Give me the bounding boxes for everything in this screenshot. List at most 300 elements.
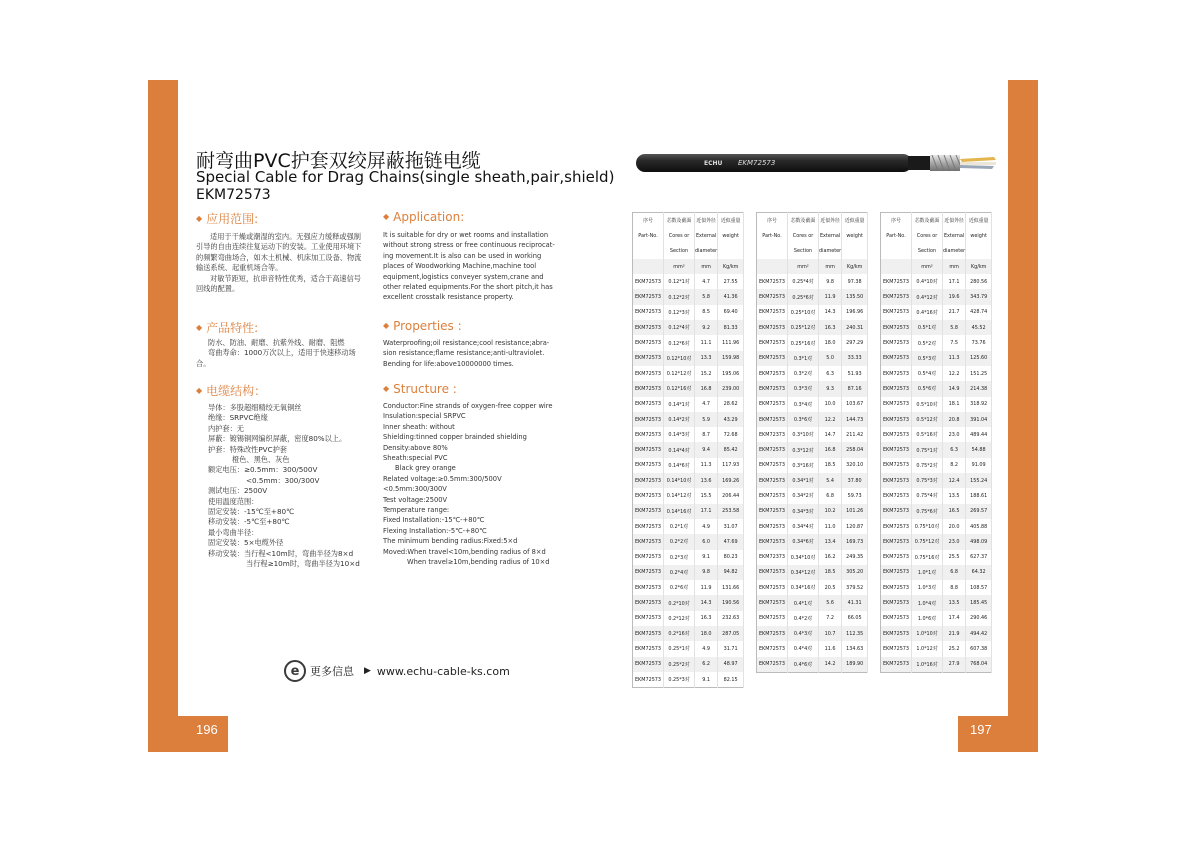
- table-cell: 0.34*3对: [788, 504, 819, 519]
- table-cell: EKM72573: [881, 611, 912, 626]
- table-row: [881, 595, 992, 610]
- en-properties-body: Waterproofing;oil resistance;cool resistance;abra- sion resistance;flame resistance;anti-ultraviolet. Bending for life:above10000000 times.: [383, 339, 550, 368]
- table-row: [633, 672, 744, 688]
- table-cell: EKM72573: [633, 305, 664, 320]
- table-row: [633, 397, 744, 412]
- table-header-cell: mm²: [664, 259, 695, 274]
- table-cell: 64.32: [966, 565, 992, 580]
- table-cell: EKM72573: [757, 351, 788, 366]
- table-header-cell: 近似外径: [819, 213, 842, 229]
- table-cell: 135.50: [842, 289, 868, 304]
- table-header-cell: Part-No.: [881, 228, 912, 243]
- table-cell: EKM72573: [633, 412, 664, 427]
- table-cell: 0.5*3对: [912, 351, 943, 366]
- table-cell: 23.0: [943, 534, 966, 549]
- table-row: [881, 611, 992, 626]
- table-cell: 20.0: [943, 519, 966, 534]
- table-cell: 0.2*16对: [664, 626, 695, 641]
- table-cell: EKM72573: [881, 351, 912, 366]
- table-cell: 0.3*12对: [788, 442, 819, 457]
- table-cell: EKM72573: [757, 473, 788, 488]
- table-cell: EKM72573: [881, 534, 912, 549]
- table-cell: 196.96: [842, 305, 868, 320]
- table-cell: 14.3: [695, 595, 718, 610]
- table-cell: 0.75*4对: [912, 488, 943, 503]
- table-row: [881, 626, 992, 641]
- table-cell: 305.20: [842, 565, 868, 580]
- table-cell: 169.26: [718, 473, 744, 488]
- table-cell: 239.00: [718, 381, 744, 396]
- table-cell: 0.14*2对: [664, 412, 695, 427]
- table-cell: 0.3*6对: [788, 412, 819, 427]
- table-row: [757, 351, 868, 366]
- table-cell: 391.04: [966, 412, 992, 427]
- table-row: [881, 412, 992, 427]
- table-cell: 20.5: [819, 580, 842, 595]
- table-cell: 155.24: [966, 473, 992, 488]
- table-cell: 1.0*12对: [912, 641, 943, 656]
- table-cell: 16.8: [695, 381, 718, 396]
- table-cell: 1.0*1对: [912, 565, 943, 580]
- table-cell: 54.88: [966, 442, 992, 457]
- table-row: [633, 580, 744, 595]
- diamond-icon: ◆: [383, 212, 390, 221]
- table-cell: 0.3*2对: [788, 366, 819, 381]
- table-cell: 0.4*2对: [788, 611, 819, 626]
- table-cell: 0.12*16对: [664, 381, 695, 396]
- table-cell: 0.25*16对: [788, 335, 819, 350]
- table-cell: EKM72573: [633, 320, 664, 335]
- table-cell: 41.31: [842, 595, 868, 610]
- table-cell: 0.75*16对: [912, 550, 943, 565]
- table-cell: EKM72573: [633, 458, 664, 473]
- table-cell: 0.34*1对: [788, 473, 819, 488]
- table-header-cell: mm²: [912, 259, 943, 274]
- table-cell: 1.0*3对: [912, 580, 943, 595]
- table-cell: EKM72573: [633, 335, 664, 350]
- page-number-right: 197: [970, 722, 992, 737]
- table-header-cell: Section: [912, 244, 943, 259]
- table-cell: 607.38: [966, 641, 992, 656]
- title-en: Special Cable for Drag Chains(single sheath,pair,shield): [196, 168, 615, 186]
- cn-application-body: 适用于干燥或潮湿的室内。无强应力缓释或强制 引导的自由连续往复运动下的安装。工业使用环境下 的频繁弯曲场合，如木土机械、机床加工设备、物流 输送系统、起重机场合等。 对敏节距短，抗串音特性优秀，适合于高速信号 回线的配置。: [196, 232, 362, 294]
- table-header-cell: 近似外径: [695, 213, 718, 229]
- table-cell: 4.9: [695, 519, 718, 534]
- table-cell: 73.76: [966, 335, 992, 350]
- table-row: [633, 274, 744, 289]
- table-cell: 37.80: [842, 473, 868, 488]
- table-row: [757, 289, 868, 304]
- table-cell: 72.68: [718, 427, 744, 442]
- table-cell: 8.8: [943, 580, 966, 595]
- more-info[interactable]: [284, 660, 510, 682]
- table-cell: EKM72573: [881, 412, 912, 427]
- table-cell: 249.35: [842, 550, 868, 565]
- table-cell: EKM72573: [881, 274, 912, 289]
- table-header-row: [757, 213, 868, 229]
- table-cell: 11.3: [695, 458, 718, 473]
- table-cell: 18.5: [819, 458, 842, 473]
- table-cell: 0.25*6对: [788, 289, 819, 304]
- table-cell: 0.3*16对: [788, 458, 819, 473]
- table-cell: 0.34*12对: [788, 565, 819, 580]
- table-header-row: [633, 259, 744, 274]
- table-cell: 0.75*10对: [912, 519, 943, 534]
- table-cell: 47.69: [718, 534, 744, 549]
- table-cell: 16.3: [695, 611, 718, 626]
- table-cell: 0.5*2对: [912, 335, 943, 350]
- table-row: [633, 473, 744, 488]
- table-cell: 117.93: [718, 458, 744, 473]
- table-header-row: [881, 213, 992, 229]
- table-cell: 6.0: [695, 534, 718, 549]
- table-cell: EKM72573: [881, 595, 912, 610]
- table-header-cell: Part-No.: [633, 228, 664, 243]
- table-cell: 0.14*3对: [664, 427, 695, 442]
- table-cell: 297.29: [842, 335, 868, 350]
- table-cell: 6.8: [819, 488, 842, 503]
- table-row: [633, 657, 744, 672]
- table-header-cell: 序号: [633, 213, 664, 229]
- table-cell: 18.5: [819, 565, 842, 580]
- table-cell: EKM72573: [881, 626, 912, 641]
- table-row: [881, 458, 992, 473]
- table-cell: EKM72573: [757, 335, 788, 350]
- table-cell: 15.2: [695, 366, 718, 381]
- table-row: [757, 366, 868, 381]
- table-cell: 13.3: [695, 351, 718, 366]
- en-structure-head: ◆ Structure :: [383, 382, 457, 396]
- table-cell: EKM72573: [881, 381, 912, 396]
- table-header-cell: Section: [664, 244, 695, 259]
- diamond-icon: ◆: [196, 214, 203, 223]
- table-cell: 69.40: [718, 305, 744, 320]
- table-cell: 85.42: [718, 442, 744, 457]
- table-cell: 0.12*3对: [664, 305, 695, 320]
- table-row: [757, 458, 868, 473]
- table-cell: 81.33: [718, 320, 744, 335]
- table-header-cell: Kg/km: [718, 259, 744, 274]
- table-cell: 0.4*4对: [788, 641, 819, 656]
- table-cell: EKM72573: [757, 366, 788, 381]
- table-cell: EKM72573: [757, 641, 788, 656]
- table-cell: EKM72573: [633, 442, 664, 457]
- table-cell: 19.6: [943, 289, 966, 304]
- table-cell: 4.7: [695, 397, 718, 412]
- table-cell: EKM72573: [881, 335, 912, 350]
- table-row: [881, 641, 992, 656]
- table-cell: 0.2*2对: [664, 534, 695, 549]
- table-row: [757, 550, 868, 565]
- table-cell: 0.5*16对: [912, 427, 943, 442]
- table-row: [881, 320, 992, 335]
- cable-model: EKM72573: [738, 159, 776, 167]
- table-cell: 14.3: [819, 305, 842, 320]
- table-cell: 103.67: [842, 397, 868, 412]
- table-cell: EKM72573: [757, 442, 788, 457]
- table-row: [633, 366, 744, 381]
- table-cell: 269.57: [966, 504, 992, 519]
- table-row: [757, 488, 868, 503]
- table-cell: 131.66: [718, 580, 744, 595]
- table-cell: 258.04: [842, 442, 868, 457]
- table-cell: EKM72573: [633, 397, 664, 412]
- table-cell: 11.9: [695, 580, 718, 595]
- table-cell: 12.4: [943, 473, 966, 488]
- table-cell: 18.1: [943, 397, 966, 412]
- table-row: [757, 519, 868, 534]
- table-cell: 87.16: [842, 381, 868, 396]
- table-cell: 1.0*16对: [912, 657, 943, 673]
- table-cell: 253.58: [718, 504, 744, 519]
- table-cell: 405.88: [966, 519, 992, 534]
- table-header-cell: Section: [788, 244, 819, 259]
- table-cell: 320.10: [842, 458, 868, 473]
- table-row: [757, 320, 868, 335]
- table-row: [881, 442, 992, 457]
- table-header-cell: [633, 259, 664, 274]
- table-cell: EKM72573: [881, 657, 912, 673]
- table-header-row: [757, 228, 868, 243]
- table-cell: EKM72573: [633, 289, 664, 304]
- table-cell: 125.60: [966, 351, 992, 366]
- table-cell: EKM72573: [633, 672, 664, 688]
- table-row: [881, 335, 992, 350]
- table-row: [881, 657, 992, 673]
- table-cell: 25.5: [943, 550, 966, 565]
- table-cell: 1.0*4对: [912, 595, 943, 610]
- table-cell: EKM72573: [633, 504, 664, 519]
- table-cell: 13.5: [943, 595, 966, 610]
- table-cell: 111.96: [718, 335, 744, 350]
- table-cell: 343.79: [966, 289, 992, 304]
- table-cell: EKM72573: [757, 504, 788, 519]
- table-cell: 0.5*6对: [912, 381, 943, 396]
- table-header-cell: diameter: [695, 244, 718, 259]
- table-cell: 5.4: [819, 473, 842, 488]
- table-row: [633, 320, 744, 335]
- table-cell: EKM72573: [633, 565, 664, 580]
- table-header-cell: mm²: [788, 259, 819, 274]
- table-cell: 0.34*10对: [788, 550, 819, 565]
- table-cell: EKM72573: [881, 641, 912, 656]
- table-cell: EKM72573: [757, 488, 788, 503]
- table-header-row: [633, 213, 744, 229]
- table-cell: 9.4: [695, 442, 718, 457]
- title-cn: 耐弯曲PVC护套双绞屏蔽拖链电缆: [196, 150, 481, 172]
- table-cell: 18.0: [819, 335, 842, 350]
- diamond-icon: ◆: [196, 386, 203, 395]
- table-row: [881, 351, 992, 366]
- table-cell: 94.82: [718, 565, 744, 580]
- table-cell: 428.74: [966, 305, 992, 320]
- table-cell: EKM72573: [881, 458, 912, 473]
- table-cell: 379.52: [842, 580, 868, 595]
- table-cell: 0.4*6对: [788, 657, 819, 673]
- table-cell: EKM72573: [757, 565, 788, 580]
- table-row: [881, 580, 992, 595]
- table-cell: 0.5*10对: [912, 397, 943, 412]
- table-cell: EKM72573: [757, 534, 788, 549]
- table-cell: EKM72573: [881, 504, 912, 519]
- table-cell: EKM72573: [757, 305, 788, 320]
- table-cell: 134.63: [842, 641, 868, 656]
- table-cell: 10.7: [819, 626, 842, 641]
- cn-application-head: ◆ 应用范围:: [196, 212, 259, 226]
- table-cell: 13.4: [819, 534, 842, 549]
- table-cell: 112.35: [842, 626, 868, 641]
- table-cell: EKM72573: [881, 320, 912, 335]
- table-row: [757, 397, 868, 412]
- table-cell: 120.87: [842, 519, 868, 534]
- table-header-cell: 近似重量: [718, 213, 744, 229]
- table-cell: 6.8: [943, 565, 966, 580]
- table-header-row: [881, 244, 992, 259]
- table-header-cell: mm: [943, 259, 966, 274]
- table-cell: EKM72573: [633, 641, 664, 656]
- table-cell: 0.34*2对: [788, 488, 819, 503]
- table-cell: EKM72573: [633, 580, 664, 595]
- spec-table-1: [632, 212, 744, 688]
- table-cell: 48.97: [718, 657, 744, 672]
- table-cell: 159.98: [718, 351, 744, 366]
- table-cell: 768.04: [966, 657, 992, 673]
- spec-table-2: [756, 212, 868, 673]
- diamond-icon: ◆: [383, 321, 390, 330]
- table-row: [633, 595, 744, 610]
- table-cell: 0.25*3对: [664, 672, 695, 688]
- table-cell: 0.4*16对: [912, 305, 943, 320]
- table-cell: 59.73: [842, 488, 868, 503]
- table-cell: 10.0: [819, 397, 842, 412]
- table-row: [757, 504, 868, 519]
- table-cell: 0.34*4对: [788, 519, 819, 534]
- table-cell: 41.36: [718, 289, 744, 304]
- table-row: [633, 335, 744, 350]
- table-header-cell: weight: [842, 228, 868, 243]
- table-cell: 45.52: [966, 320, 992, 335]
- table-cell: EKM72573: [633, 274, 664, 289]
- table-cell: 25.2: [943, 641, 966, 656]
- table-cell: 5.8: [695, 289, 718, 304]
- table-cell: 0.25*10对: [788, 305, 819, 320]
- table-cell: 15.5: [695, 488, 718, 503]
- table-cell: 0.12*6对: [664, 335, 695, 350]
- table-cell: 5.6: [819, 595, 842, 610]
- table-cell: 0.75*2对: [912, 458, 943, 473]
- table-cell: EKM72573: [881, 305, 912, 320]
- table-cell: EKM72573: [633, 488, 664, 503]
- table-cell: EKM72573: [757, 519, 788, 534]
- table-cell: EKM72573: [881, 289, 912, 304]
- table-row: [757, 657, 868, 673]
- table-cell: EKM72573: [633, 427, 664, 442]
- table-header-row: [633, 244, 744, 259]
- table-cell: 5.9: [695, 412, 718, 427]
- table-cell: 23.0: [943, 427, 966, 442]
- table-cell: 0.2*6对: [664, 580, 695, 595]
- table-row: [881, 381, 992, 396]
- table-cell: 27.55: [718, 274, 744, 289]
- table-cell: 0.14*4对: [664, 442, 695, 457]
- table-header-cell: [633, 244, 664, 259]
- table-row: [633, 289, 744, 304]
- table-header-cell: Kg/km: [842, 259, 868, 274]
- table-cell: 318.92: [966, 397, 992, 412]
- table-cell: 188.61: [966, 488, 992, 503]
- table-header-cell: 近似外径: [943, 213, 966, 229]
- table-row: [757, 595, 868, 610]
- table-cell: EKM72573: [633, 381, 664, 396]
- left-page-bar: [148, 80, 178, 752]
- table-row: [633, 565, 744, 580]
- table-cell: 1.0*6对: [912, 611, 943, 626]
- table-header-row: [757, 259, 868, 274]
- table-cell: 9.2: [695, 320, 718, 335]
- table-cell: 0.2*1对: [664, 519, 695, 534]
- table-header-cell: [718, 244, 744, 259]
- table-cell: 17.1: [943, 274, 966, 289]
- table-cell: 214.38: [966, 381, 992, 396]
- table-header-cell: diameter: [819, 244, 842, 259]
- table-header-cell: 近似重量: [842, 213, 868, 229]
- table-cell: 51.93: [842, 366, 868, 381]
- diamond-icon: ◆: [383, 384, 390, 393]
- table-cell: 0.3*10对: [788, 427, 819, 442]
- table-cell: 27.9: [943, 657, 966, 673]
- table-cell: EKM72573: [633, 351, 664, 366]
- table-cell: 0.25*1对: [664, 641, 695, 656]
- table-header-cell: diameter: [943, 244, 966, 259]
- en-structure-body: Conductor:Fine strands of oxygen-free copper wire Insulation:special SRPVC Inner sheath: without Shielding:tinned copper brainded shielding Density:above 80% Sheath:special PVC Black grey orange Related voltage:≥0.5mm:300/500V <0.5mm:300/300V Test voltage:2500V Temperature range: Fixed Installation:-15℃-+80℃ Flexing Installation:-5℃-+80℃ The minimum bending radius:Fixed:5×d Moved:When travel<10m,bending radius of 8×d When travel≥10m,bending radius of 10×d: [383, 402, 553, 567]
- table-cell: 11.9: [819, 289, 842, 304]
- table-cell: 489.44: [966, 427, 992, 442]
- table-cell: 494.42: [966, 626, 992, 641]
- table-header-row: [633, 228, 744, 243]
- table-row: [757, 626, 868, 641]
- table-cell: 66.05: [842, 611, 868, 626]
- cable-image: [632, 152, 1000, 174]
- table-cell: 9.8: [819, 274, 842, 289]
- table-row: [881, 488, 992, 503]
- table-cell: 11.3: [943, 351, 966, 366]
- table-row: [881, 565, 992, 580]
- table-cell: EKM72573: [881, 442, 912, 457]
- table-row: [633, 488, 744, 503]
- table-cell: 0.4*10对: [912, 274, 943, 289]
- table-cell: 0.34*6对: [788, 534, 819, 549]
- table-header-cell: 序号: [881, 213, 912, 229]
- table-header-cell: weight: [966, 228, 992, 243]
- table-row: [633, 504, 744, 519]
- table-cell: 21.7: [943, 305, 966, 320]
- table-cell: 232.63: [718, 611, 744, 626]
- table-cell: 169.73: [842, 534, 868, 549]
- table-cell: EKM72573: [633, 611, 664, 626]
- table-cell: EKM72573: [881, 550, 912, 565]
- table-cell: EKM72573: [881, 519, 912, 534]
- table-cell: EKM72573: [757, 274, 788, 289]
- play-arrow-icon: ▶: [364, 666, 371, 676]
- website-link[interactable]: www.echu-cable-ks.com: [376, 664, 510, 678]
- table-cell: 0.12*12对: [664, 366, 695, 381]
- table-cell: 151.25: [966, 366, 992, 381]
- table-row: [881, 366, 992, 381]
- table-row: [881, 427, 992, 442]
- table-cell: 20.8: [943, 412, 966, 427]
- table-header-cell: mm: [819, 259, 842, 274]
- table-row: [881, 550, 992, 565]
